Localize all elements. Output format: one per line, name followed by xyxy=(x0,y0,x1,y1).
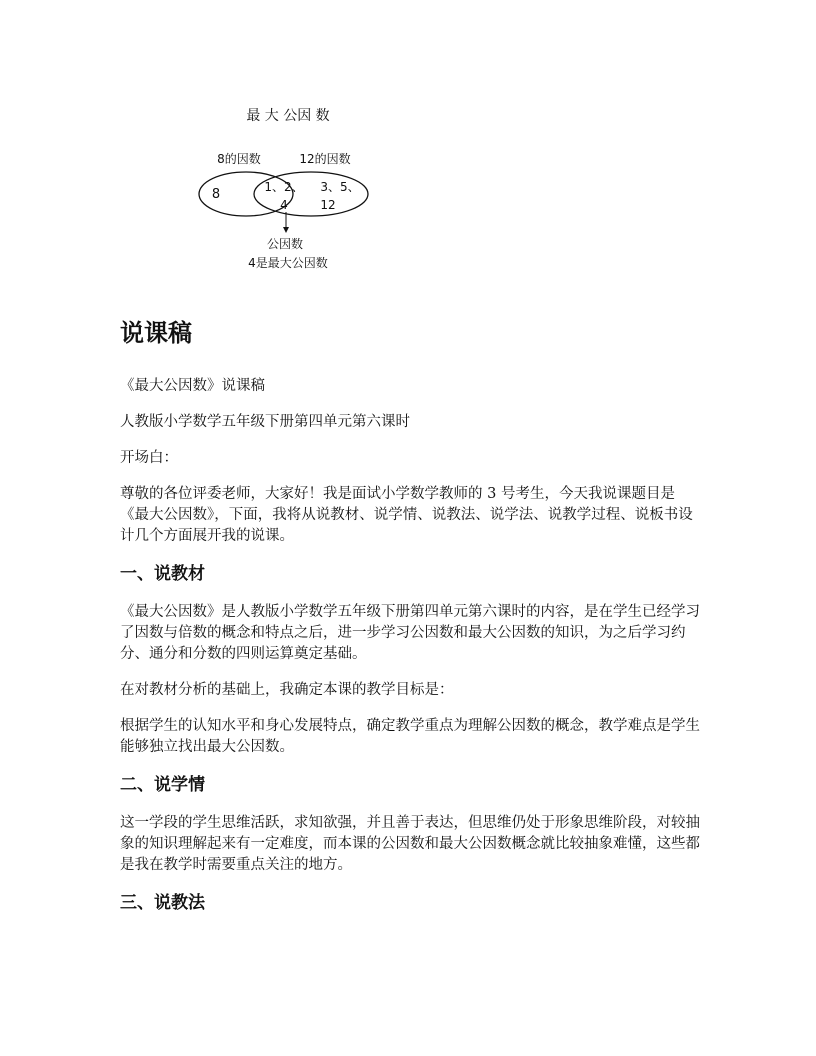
intersection-values-line2: 4 xyxy=(280,198,288,212)
document-title: 说课稿 xyxy=(120,319,192,347)
intersection-values-line1: 1、2、 xyxy=(264,180,304,194)
paragraph: 在对教材分析的基础上，我确定本课的教学目标是： xyxy=(120,682,454,698)
left-only-value: 8 xyxy=(211,187,221,202)
paragraph: 人教版小学数学五年级下册第四单元第六课时 xyxy=(120,414,410,430)
paragraph: 这一学段的学生思维活跃，求知欲强，并且善于表达，但思维仍处于形象思维阶段，对较抽象的知识理解起来有一定难度，而本课的公因数和最大公因数概念就比较抽象难懂，这些都是我在教学时需要重点关注的地方。 xyxy=(120,815,700,873)
paragraph: 根据学生的认知水平和身心发展特点，确定教学重点为理解公因数的概念，教学难点是学生能够独立找出最大公因数。 xyxy=(120,718,700,755)
common-factor-label: 公因数 xyxy=(266,237,304,251)
diagram-title: 最 大 公因 数 xyxy=(246,108,330,124)
paragraph: 《最大公因数》是人教版小学数学五年级下册第四单元第六课时的内容，是在学生已经学习了因数与倍数的概念和特点之后，进一步学习公因数和最大公因数的知识，为之后学习约分、通分和分数的四则运算奠定基础。 xyxy=(120,604,700,662)
section-heading: 三、说教法 xyxy=(120,893,205,913)
venn-diagram xyxy=(0,0,816,280)
left-set-label: 8的因数 xyxy=(217,152,261,166)
section-heading: 二、说学情 xyxy=(120,775,205,795)
right-only-values-line1: 3、5、 xyxy=(320,180,360,194)
arrow-head xyxy=(283,227,289,233)
gcd-label: 4是最大公因数 xyxy=(248,256,328,270)
right-only-values-line2: 12 xyxy=(320,198,336,212)
section-heading: 一、说教材 xyxy=(120,564,205,584)
paragraph: 《最大公因数》说课稿 xyxy=(120,378,265,394)
right-set-ellipse xyxy=(254,172,368,216)
paragraph: 开场白： xyxy=(120,450,178,466)
document-body xyxy=(120,318,700,931)
paragraph: 尊敬的各位评委老师，大家好！我是面试小学数学教师的 3 号考生，今天我说课题目是《最大公因数》，下面，我将从说教材、说学情、说教法、说学法、说教学过程、说板书设计几个方面展开我的说课。 xyxy=(120,486,693,544)
right-set-label: 12的因数 xyxy=(299,152,351,166)
